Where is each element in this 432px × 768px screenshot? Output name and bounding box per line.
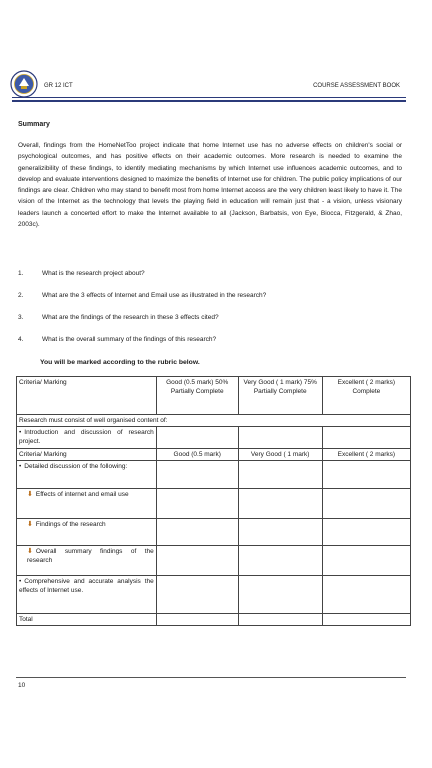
table-row — [17, 449, 411, 461]
table-cell — [156, 427, 238, 449]
table-cell — [238, 614, 322, 626]
table-cell — [238, 546, 322, 576]
rubric-item-label: Introduction and discussion of research project. — [19, 429, 154, 445]
table-cell: Total — [17, 614, 157, 626]
question-item — [18, 292, 408, 314]
header-rule-thick — [12, 100, 406, 102]
footer-rule — [16, 677, 406, 678]
table-cell: Criteria/ Marking — [17, 377, 157, 415]
table-cell: Criteria/ Marking — [17, 449, 157, 461]
table-cell — [322, 461, 410, 489]
school-crest-logo — [10, 70, 38, 98]
summary-heading: Summary — [18, 121, 50, 128]
rubric-note: You will be marked according to the rubric below. — [40, 359, 200, 366]
summary-paragraph: Overall, findings from the HomeNetToo project indicate that home Internet use has no adverse effects on children's social or psychological outcomes, and has positive effects on their academic outcomes. More research is needed to examine the generalizibility of these findings, to identify mediating mechanisms by which Internet use influences academic outcomes, and to develop and evaluate interventions designed to maximize the benefits of Internet use for children. The public policy implications of our findings are clear. Children who may stand to benefit most from home Internet access are the very children least likely to have it. The vision of the Internet as the technology that levels the playing field in education will remain just that - a vision, unless visionary leaders launch a concerted effort to make the Internet available to all (Jackson, Barbatsis, von Eye, Biocca, Fitzgerald, & Zhao, 2003c). — [18, 142, 402, 229]
table-cell — [322, 427, 410, 449]
table-cell — [322, 576, 410, 614]
table-cell — [156, 461, 238, 489]
table-cell — [17, 427, 157, 449]
table-cell — [17, 489, 157, 519]
table-cell: Very Good ( 1 mark) — [238, 449, 322, 461]
table-row — [17, 489, 411, 519]
question-item — [18, 314, 408, 336]
table-cell — [156, 546, 238, 576]
question-text: What is the research project about? — [42, 270, 145, 277]
question-number: 1. — [18, 270, 24, 277]
table-cell: Very Good ( 1 mark) 75% Partially Complete — [238, 377, 322, 415]
table-row — [17, 546, 411, 576]
rubric-item-label: Comprehensive and accurate analysis the effects of Internet use. — [19, 578, 154, 594]
table-cell — [322, 489, 410, 519]
table-cell: Excellent ( 2 marks) — [322, 449, 410, 461]
table-row — [17, 377, 411, 415]
arrow-bullet-icon: ⬇ — [27, 548, 33, 555]
question-item — [18, 336, 408, 358]
rubric-item-label: Detailed discussion of the following: — [24, 463, 128, 470]
rubric-item-label: Effects of internet and email use — [35, 491, 129, 498]
table-cell — [17, 576, 157, 614]
table-cell — [238, 519, 322, 546]
table-cell: Research must consist of well organised content of: — [17, 415, 411, 427]
table-cell — [17, 546, 157, 576]
table-row — [17, 415, 411, 427]
header-course-label: GR 12 ICT — [44, 83, 73, 89]
table-cell — [322, 519, 410, 546]
question-text: What is the overall summary of the findings of this research? — [42, 336, 217, 343]
arrow-bullet-icon: ⬇ — [27, 491, 33, 498]
table-cell — [156, 489, 238, 519]
table-cell — [322, 614, 410, 626]
table-cell — [17, 519, 157, 546]
table-row — [17, 576, 411, 614]
table-cell — [238, 489, 322, 519]
question-text: What are the findings of the research in these 3 effects cited? — [42, 314, 219, 321]
rubric-table — [16, 376, 411, 626]
table-cell — [238, 461, 322, 489]
table-cell — [238, 427, 322, 449]
table-cell: Good (0.5 mark) 50% Partially Complete — [156, 377, 238, 415]
table-row — [17, 427, 411, 449]
page-number: 10 — [18, 682, 26, 689]
table-cell — [156, 519, 238, 546]
table-cell — [156, 576, 238, 614]
question-number: 4. — [18, 336, 24, 343]
table-cell: Excellent ( 2 marks) Complete — [322, 377, 410, 415]
rubric-item-label: Overall summary findings of the research — [27, 548, 154, 564]
question-item — [18, 270, 408, 292]
rubric-item-label: Findings of the research — [35, 521, 106, 528]
table-cell — [17, 461, 157, 489]
question-number: 2. — [18, 292, 24, 299]
table-row — [17, 519, 411, 546]
table-row — [17, 461, 411, 489]
question-text: What are the 3 effects of Internet and Email use as illustrated in the research? — [42, 292, 267, 299]
table-cell — [238, 576, 322, 614]
table-row — [17, 614, 411, 626]
table-cell: Good (0.5 mark) — [156, 449, 238, 461]
header-book-title: COURSE ASSESSMENT BOOK — [313, 83, 400, 89]
arrow-bullet-icon: ⬇ — [27, 521, 33, 528]
header-rule — [12, 97, 406, 98]
table-cell — [156, 614, 238, 626]
question-list — [18, 270, 408, 358]
question-number: 3. — [18, 314, 24, 321]
table-cell — [322, 546, 410, 576]
